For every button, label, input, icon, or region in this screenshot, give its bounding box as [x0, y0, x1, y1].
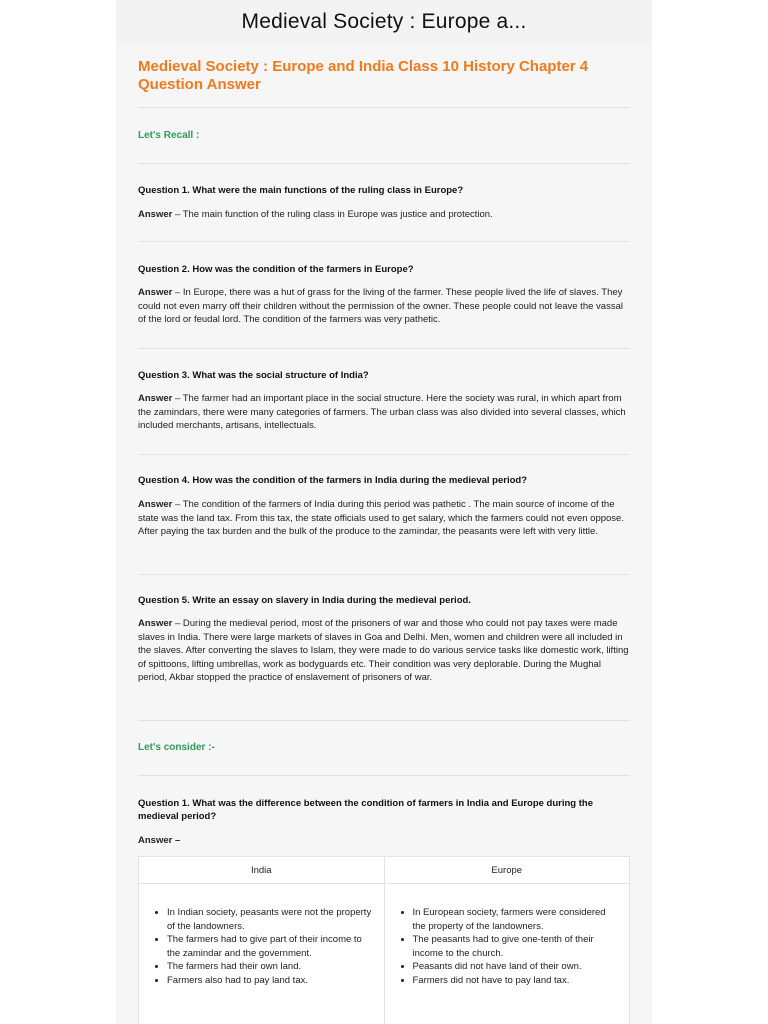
- comparison-table: [138, 856, 630, 1024]
- table-cell-india: [139, 884, 385, 1024]
- question-5: Question 5. Write an essay on slavery in India during the medieval period.: [138, 595, 471, 606]
- divider: [138, 775, 630, 776]
- question-4: Question 4. How was the condition of the farmers in India during the medieval period?: [138, 475, 528, 486]
- answer-3: [138, 392, 630, 433]
- article-heading: Medieval Society : Europe and India Class 10 History Chapter 4 Question Answer: [138, 58, 589, 93]
- answer-separator: –: [172, 209, 183, 220]
- question-2: Question 2. How was the condition of the farmers in Europe?: [138, 264, 414, 275]
- list-item: • Farmers did not have to pay land tax.: [413, 974, 620, 988]
- answer-4: [138, 498, 630, 539]
- answer-2: [138, 286, 630, 327]
- divider: [138, 720, 630, 721]
- list-item: • In European society, farmers were considered the property of the landowners.: [413, 906, 620, 933]
- answer-text: The main function of the ruling class in Europe was justice and protection.: [182, 209, 493, 220]
- answer-text: The farmer had an important place in the social structure. Here the society was rural, in which apart from the zamindars, there were many categories of farmers. The urban class was also divided into several classes, which included merchants, artisans, intellectuals.: [138, 393, 626, 432]
- list-item: • Peasants did not have land of their own.: [413, 960, 620, 974]
- answer-5: [138, 617, 630, 685]
- question-3: Question 3. What was the social structure of India?: [138, 370, 369, 381]
- divider: [138, 574, 630, 575]
- list-item: • The peasants had to give one-tenth of their income to the church.: [413, 933, 620, 960]
- india-points-list: [153, 906, 374, 988]
- consider-answer-label: [138, 834, 630, 848]
- divider: [138, 241, 630, 242]
- answer-text: During the medieval period, most of the prisoners of war and those who could not pay taxes were made slaves in India. There were large markets of slaves in Goa and Delhi. Men, women and children were all included in the slaves. After converting the slaves to Islam, they were made to do various service tasks like domestic work, lifting of spittoons, lifting umbrellas, work as bodyguards etc. Their condition was very deplorable. During the Mughal period, Akbar stopped the practice of enslavement of prisoners of war.: [138, 618, 629, 684]
- table-header-europe: Europe: [384, 857, 630, 884]
- answer-label: Answer: [138, 393, 173, 404]
- table-header-india: India: [139, 857, 385, 884]
- comparison-table-wrapper: [138, 856, 630, 1024]
- answer-separator: –: [172, 393, 183, 404]
- top-bar: [116, 0, 652, 44]
- europe-points-list: [399, 906, 620, 988]
- list-item: • Farmers also had to pay land tax.: [167, 974, 374, 988]
- list-item: • In Indian society, peasants were not the property of the landowners.: [167, 906, 374, 933]
- document-title: Medieval Society : Europe a...: [241, 10, 527, 33]
- list-item: • The farmers had their own land.: [167, 960, 374, 974]
- consider-question-1: Question 1. What was the difference between the condition of farmers in India and Europe during the medieval period?: [138, 798, 593, 822]
- article-page: [116, 0, 652, 1024]
- answer-text: The condition of the farmers of India during this period was pathetic . The main source of income of the state was the land tax. From this tax, the state officials used to get salary, which the farmers could not even oppose. After paying the tax burden and the bulk of the produce to the zamindar, the peasants were left with very little.: [138, 499, 624, 538]
- answer-separator: –: [172, 618, 183, 629]
- answer-label: Answer: [138, 287, 173, 298]
- divider: [138, 454, 630, 455]
- divider: [138, 348, 630, 349]
- answer-label: Answer: [138, 209, 173, 220]
- section-heading-recall: Let's Recall :: [138, 130, 200, 141]
- answer-separator: –: [172, 287, 183, 298]
- answer-label: Answer: [138, 499, 173, 510]
- divider: [138, 107, 630, 108]
- answer-label: Answer: [138, 618, 173, 629]
- section-heading-consider: Let's consider :-: [138, 742, 215, 753]
- divider: [138, 163, 630, 164]
- answer-separator: –: [172, 499, 183, 510]
- list-item: • The farmers had to give part of their income to the zamindar and the government.: [167, 933, 374, 960]
- answer-text: In Europe, there was a hut of grass for the living of the farmer. These people lived the life of slaves. They could not even marry off their children without the permission of the owner. These people could not leave the vassal of the lord or feudal lord. The condition of the farmers was very pathetic.: [138, 287, 623, 326]
- table-cell-europe: [384, 884, 630, 1024]
- answer-label: Answer –: [138, 835, 181, 846]
- question-1: Question 1. What were the main functions of the ruling class in Europe?: [138, 185, 464, 196]
- answer-1: [138, 208, 630, 222]
- table-row: [139, 884, 630, 1024]
